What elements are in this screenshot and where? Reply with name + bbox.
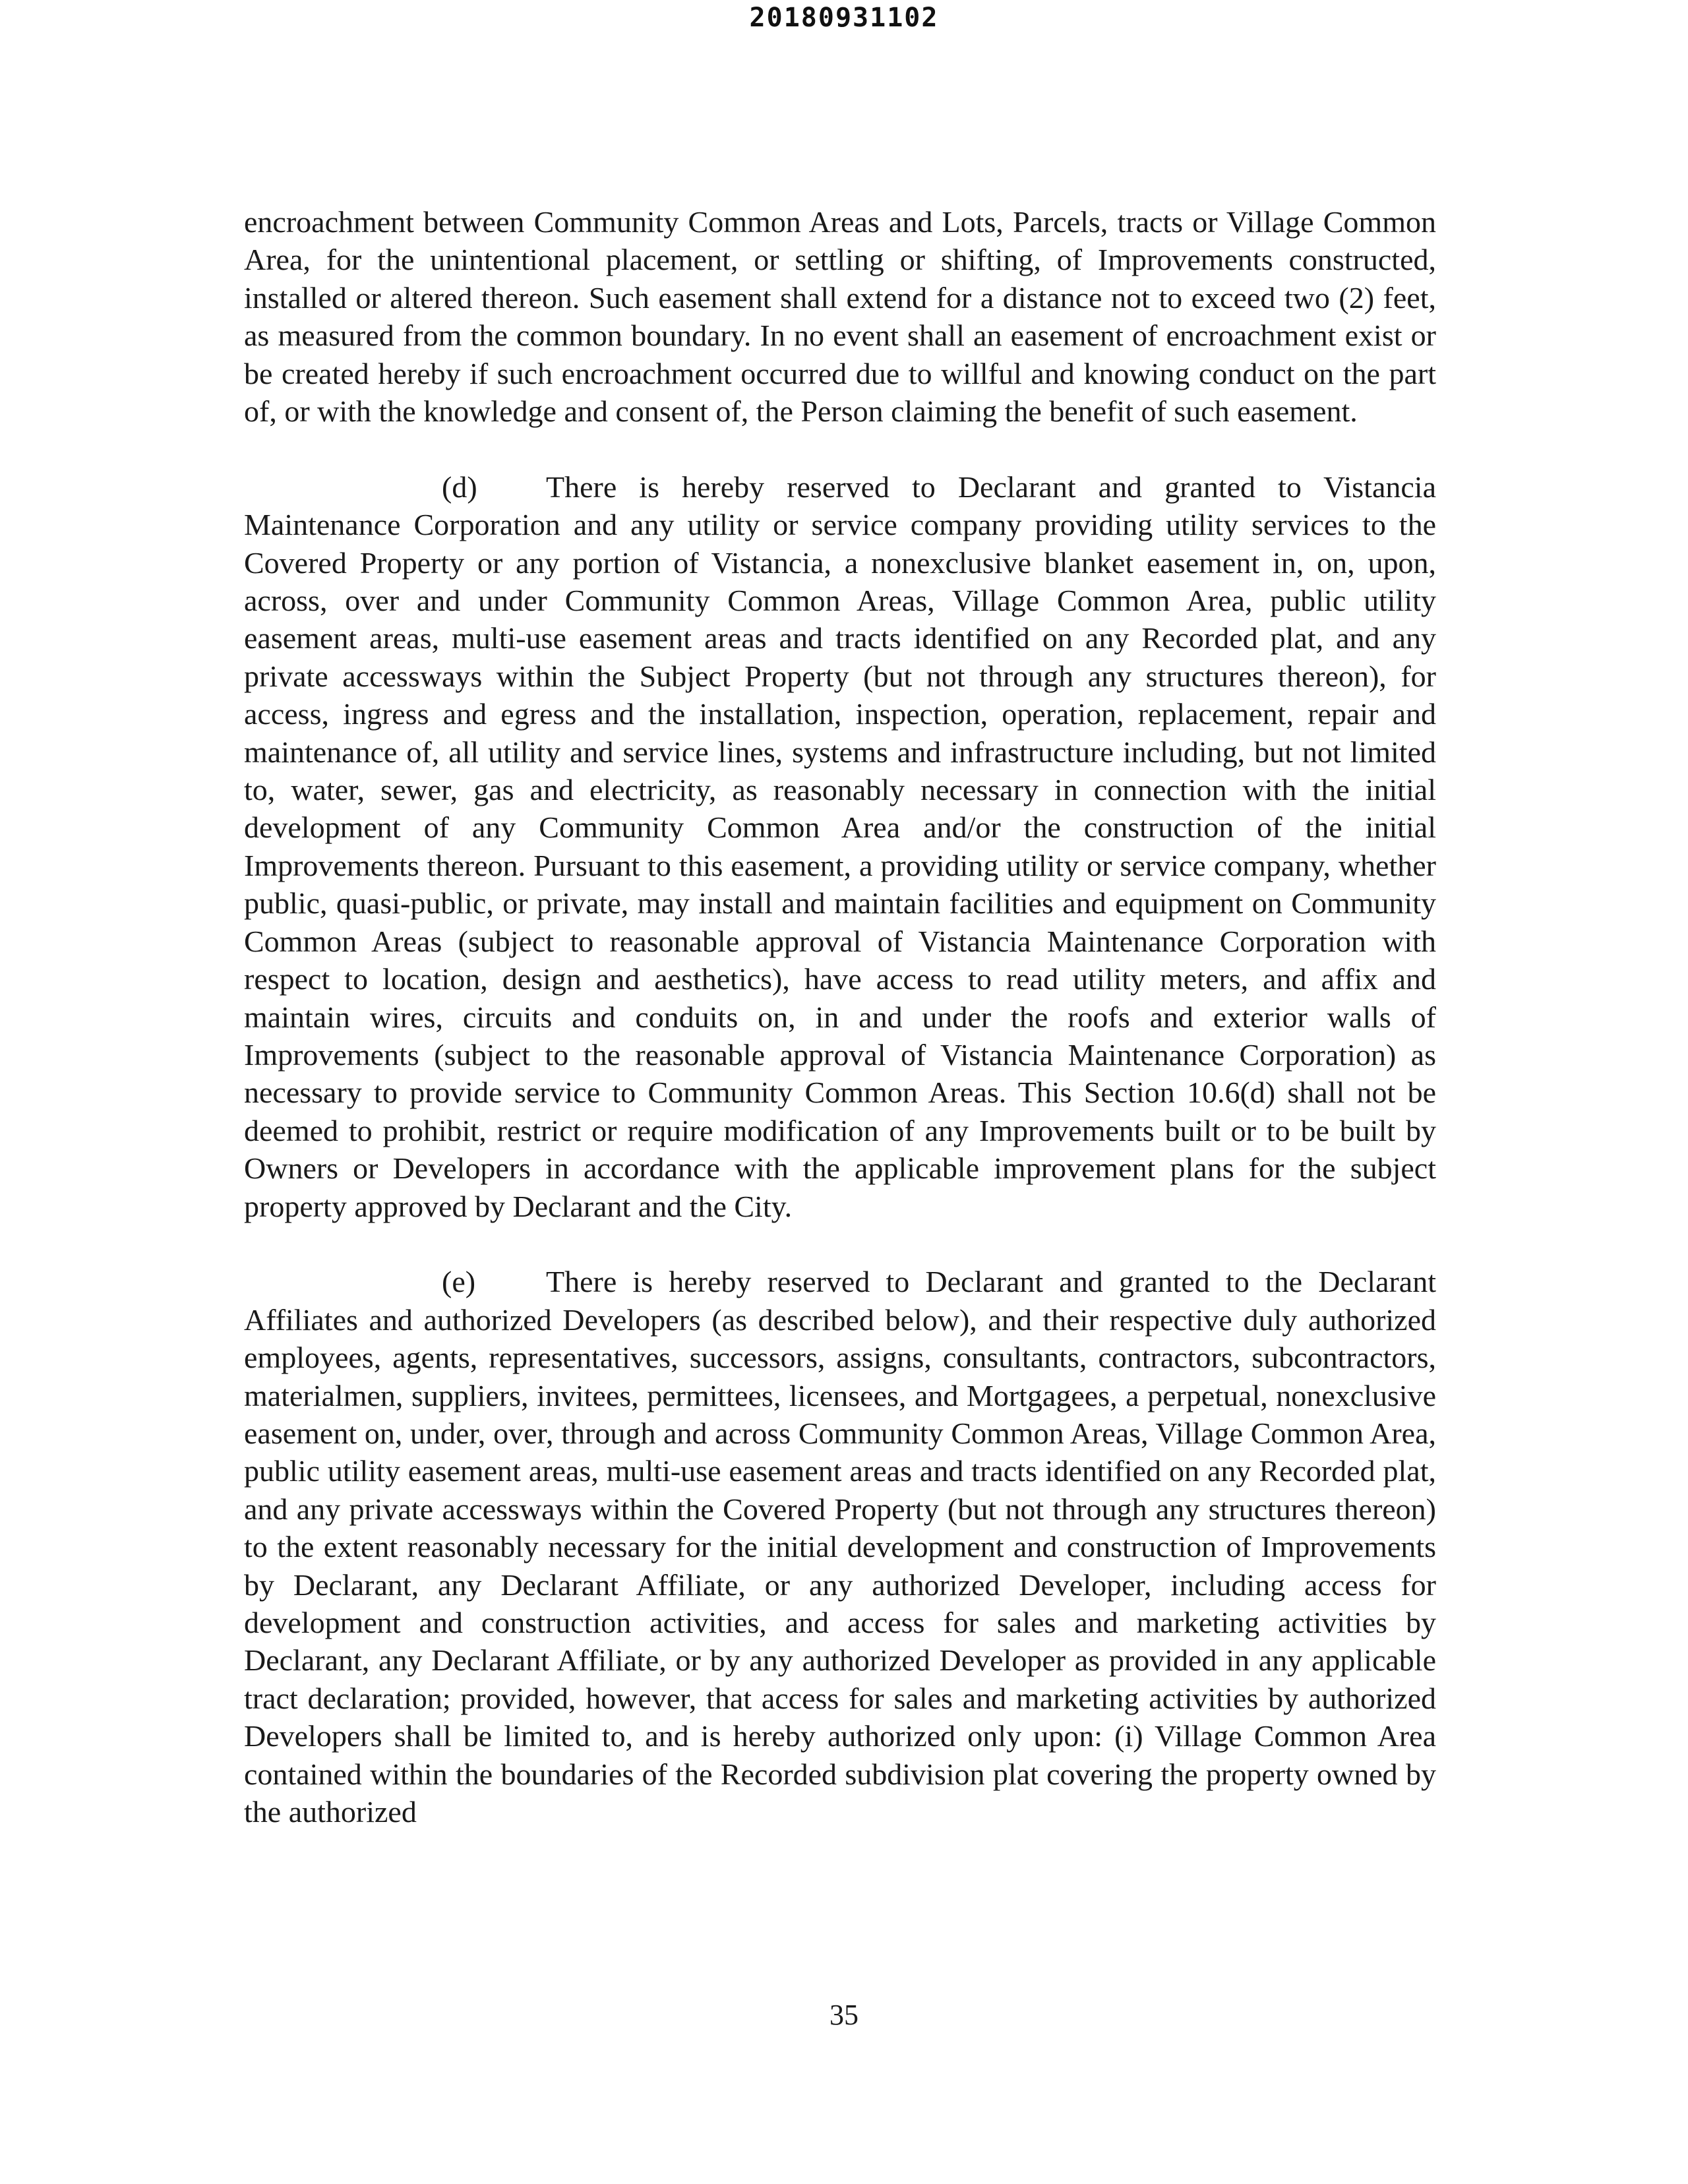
paragraph-d	[244, 468, 1436, 1225]
paragraph-continuation	[244, 203, 1436, 430]
paragraph-text: There is hereby reserved to Declarant and granted to Vistancia Maintenance Corporation and any utility or service company providing utility services to the Covered Property or any portion of Vistancia, a nonexclusive blanket easement in, on, upon, across, over and under Community Common Areas, Village Common Area, public utility easement areas, multi-use easement areas and tracts identified on any Recorded plat, and any private accessways within the Subject Property (but not through any structures thereon), for access, ingress and egress and the installation, inspection, operation, replacement, repair and maintenance of, all utility and service lines, systems and infrastructure including, but not limited to, water, sewer, gas and electricity, as reasonably necessary in connection with the initial development of any Community Common Area and/or the construction of the initial Improvements thereon. Pursuant to this easement, a providing utility or service company, whether public, quasi-public, or private, may install and maintain facilities and equipment on Community Common Areas (subject to reasonable approval of Vistancia Maintenance Corporation with respect to location, design and aesthetics), have access to read utility meters, and affix and maintain wires, circuits and conduits on, in and under the roofs and exterior walls of Improvements (subject to the reasonable approval of Vistancia Maintenance Corporation) as necessary to provide service to Community Common Areas. This Section 10.6(d) shall not be deemed to prohibit, restrict or require modification of any Improvements built or to be built by Owners or Developers in accordance with the applicable improvement plans for the subject property approved by Declarant and the City.	[244, 470, 1436, 1223]
paragraph-text: There is hereby reserved to Declarant and granted to the Declarant Affiliates and authorized Developers (as described below), and their respective duly authorized employees, agents, representatives, successors, assigns, consultants, contractors, subcontractors, materialmen, suppliers, invitees, permittees, licensees, and Mortgagees, a perpetual, nonexclusive easement on, under, over, through and across Community Common Areas, Village Common Area, public utility easement areas, multi-use easement areas and tracts identified on any Recorded plat, and any private accessways within the Covered Property (but not through any structures thereon) to the extent reasonably necessary for the initial development and construction of Improvements by Declarant, any Declarant Affiliate, or any authorized Developer, including access for development and construction activities, and access for sales and marketing activities by Declarant, any Declarant Affiliate, or by any authorized Developer as provided in any applicable tract declaration; provided, however, that access for sales and marketing activities by authorized Developers shall be limited to, and is hereby authorized only upon: (i) Village Common Area contained within the boundaries of the Recorded subdivision plat covering the property owned by the authorized	[244, 1265, 1436, 1829]
paragraph-text: encroachment between Community Common Areas and Lots, Parcels, tracts or Village Common Area, for the unintentional placement, or settling or shifting, of Improvements constructed, installed or altered thereon. Such easement shall extend for a distance not to exceed two (2) feet, as measured from the common boundary. In no event shall an easement of encroachment exist or be created hereby if such encroachment occurred due to willful and knowing conduct on the part of, or with the knowledge and consent of, the Person claiming the benefit of such easement.	[244, 205, 1436, 429]
document-number: 20180931102	[749, 3, 939, 33]
paragraph-label: (e)	[442, 1265, 476, 1299]
page-body	[244, 203, 1436, 1869]
page-number: 35	[829, 1999, 859, 2031]
paragraph-e	[244, 1263, 1436, 1831]
paragraph-label: (d)	[442, 470, 477, 504]
